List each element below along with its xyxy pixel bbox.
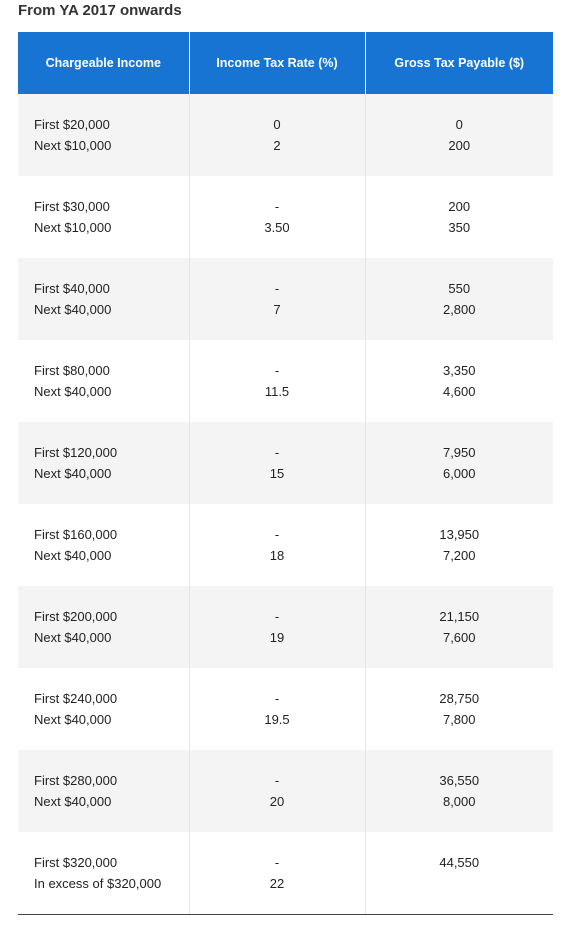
cell-chargeable-income-line: First $120,000 — [34, 445, 118, 460]
table-row — [18, 750, 553, 832]
cell-gross-tax-payable — [365, 340, 553, 422]
cell-chargeable-income — [18, 176, 189, 258]
cell-gross-tax-payable-line: 6,000 — [442, 466, 476, 481]
cell-gross-tax-payable — [365, 668, 553, 750]
cell-gross-tax-payable — [365, 176, 553, 258]
cell-income-tax-rate-line: 20 — [269, 794, 285, 809]
table-body — [18, 94, 553, 915]
table-row — [18, 668, 553, 750]
cell-chargeable-income — [18, 504, 189, 586]
cell-income-tax-rate — [189, 94, 365, 176]
cell-income-tax-rate — [189, 668, 365, 750]
cell-gross-tax-payable — [365, 586, 553, 668]
header-income-tax-rate: Income Tax Rate (%) — [189, 32, 365, 94]
cell-income-tax-rate-line: 0 — [273, 117, 281, 132]
cell-chargeable-income-line: Next $40,000 — [34, 466, 112, 481]
cell-income-tax-rate-line: - — [274, 445, 280, 460]
cell-income-tax-rate-line: - — [274, 691, 280, 706]
cell-chargeable-income-line: First $160,000 — [34, 527, 118, 542]
cell-income-tax-rate-line: 7 — [273, 302, 281, 317]
cell-income-tax-rate-line: 15 — [269, 466, 285, 481]
cell-income-tax-rate-line: 11.5 — [264, 384, 290, 399]
cell-chargeable-income — [18, 832, 189, 915]
table-row — [18, 504, 553, 586]
cell-income-tax-rate-line: 3.50 — [264, 220, 290, 235]
cell-gross-tax-payable-line: 8,000 — [442, 794, 476, 809]
table-row — [18, 340, 553, 422]
table-row — [18, 94, 553, 176]
cell-chargeable-income-line: First $80,000 — [34, 363, 110, 378]
cell-chargeable-income-line: Next $40,000 — [34, 302, 112, 317]
cell-gross-tax-payable — [365, 94, 553, 176]
cell-chargeable-income — [18, 422, 189, 504]
cell-chargeable-income-line: Next $10,000 — [34, 220, 112, 235]
cell-gross-tax-payable-line: 2,800 — [442, 302, 476, 317]
cell-chargeable-income-line: First $320,000 — [34, 855, 118, 870]
cell-gross-tax-payable-line: 7,950 — [442, 445, 476, 460]
cell-income-tax-rate — [189, 832, 365, 915]
cell-gross-tax-payable-line: 44,550 — [439, 855, 480, 870]
cell-income-tax-rate — [189, 176, 365, 258]
cell-income-tax-rate-line: - — [274, 609, 280, 624]
cell-chargeable-income-line: Next $40,000 — [34, 712, 112, 727]
cell-income-tax-rate-line: - — [274, 855, 280, 870]
cell-gross-tax-payable-line: 7,200 — [442, 548, 476, 563]
income-tax-table — [18, 32, 553, 915]
cell-income-tax-rate — [189, 258, 365, 340]
cell-gross-tax-payable-line: 550 — [448, 281, 471, 296]
table-row — [18, 832, 553, 915]
cell-gross-tax-payable — [365, 422, 553, 504]
cell-gross-tax-payable-line — [366, 873, 554, 894]
cell-chargeable-income — [18, 258, 189, 340]
cell-gross-tax-payable-line: 36,550 — [439, 773, 480, 788]
table-row — [18, 586, 553, 668]
cell-gross-tax-payable-line: 0 — [455, 117, 463, 132]
cell-income-tax-rate-line: - — [274, 363, 280, 378]
table-header — [18, 32, 553, 94]
cell-income-tax-rate-line: - — [274, 773, 280, 788]
header-chargeable-income: Chargeable Income — [18, 32, 189, 94]
cell-income-tax-rate — [189, 504, 365, 586]
cell-gross-tax-payable — [365, 832, 553, 915]
cell-income-tax-rate-line: 2 — [273, 138, 281, 153]
cell-chargeable-income-line: First $40,000 — [34, 281, 110, 296]
cell-income-tax-rate — [189, 586, 365, 668]
cell-income-tax-rate-line: - — [274, 281, 280, 296]
cell-chargeable-income — [18, 586, 189, 668]
cell-income-tax-rate — [189, 340, 365, 422]
cell-chargeable-income-line: First $240,000 — [34, 691, 118, 706]
cell-gross-tax-payable-line: 200 — [448, 138, 471, 153]
cell-chargeable-income-line: First $20,000 — [34, 117, 110, 132]
cell-gross-tax-payable-line: 28,750 — [439, 691, 480, 706]
header-gross-tax-payable: Gross Tax Payable ($) — [365, 32, 553, 94]
header-row — [18, 32, 553, 94]
cell-chargeable-income-line: Next $40,000 — [34, 548, 112, 563]
cell-chargeable-income — [18, 750, 189, 832]
cell-gross-tax-payable-line: 4,600 — [442, 384, 476, 399]
cell-gross-tax-payable-line: 350 — [448, 220, 471, 235]
cell-chargeable-income-line: Next $40,000 — [34, 384, 112, 399]
cell-gross-tax-payable — [365, 258, 553, 340]
cell-income-tax-rate-line: 22 — [269, 876, 285, 891]
cell-gross-tax-payable — [365, 750, 553, 832]
cell-income-tax-rate-line: - — [274, 527, 280, 542]
cell-chargeable-income-line: In excess of $320,000 — [34, 876, 162, 891]
cell-income-tax-rate-line: 19.5 — [264, 712, 290, 727]
cell-gross-tax-payable-line: 3,350 — [442, 363, 476, 378]
table-row — [18, 176, 553, 258]
cell-income-tax-rate-line: 18 — [269, 548, 285, 563]
table-row — [18, 258, 553, 340]
cell-chargeable-income-line: First $280,000 — [34, 773, 118, 788]
cell-chargeable-income-line: Next $40,000 — [34, 794, 112, 809]
cell-chargeable-income-line: Next $10,000 — [34, 138, 112, 153]
page-heading: From YA 2017 onwards — [18, 2, 182, 19]
cell-chargeable-income — [18, 94, 189, 176]
cell-chargeable-income-line: Next $40,000 — [34, 630, 112, 645]
cell-chargeable-income-line: First $30,000 — [34, 199, 110, 214]
cell-income-tax-rate-line: 19 — [269, 630, 285, 645]
cell-gross-tax-payable-line: 7,800 — [442, 712, 476, 727]
cell-gross-tax-payable-line: 13,950 — [439, 527, 480, 542]
table-row — [18, 422, 553, 504]
cell-income-tax-rate — [189, 422, 365, 504]
cell-gross-tax-payable — [365, 504, 553, 586]
cell-chargeable-income — [18, 668, 189, 750]
cell-gross-tax-payable-line: 7,600 — [442, 630, 476, 645]
cell-chargeable-income-line: First $200,000 — [34, 609, 118, 624]
cell-income-tax-rate — [189, 750, 365, 832]
cell-gross-tax-payable-line: 200 — [448, 199, 471, 214]
cell-chargeable-income — [18, 340, 189, 422]
cell-income-tax-rate-line: - — [274, 199, 280, 214]
cell-gross-tax-payable-line: 21,150 — [439, 609, 480, 624]
